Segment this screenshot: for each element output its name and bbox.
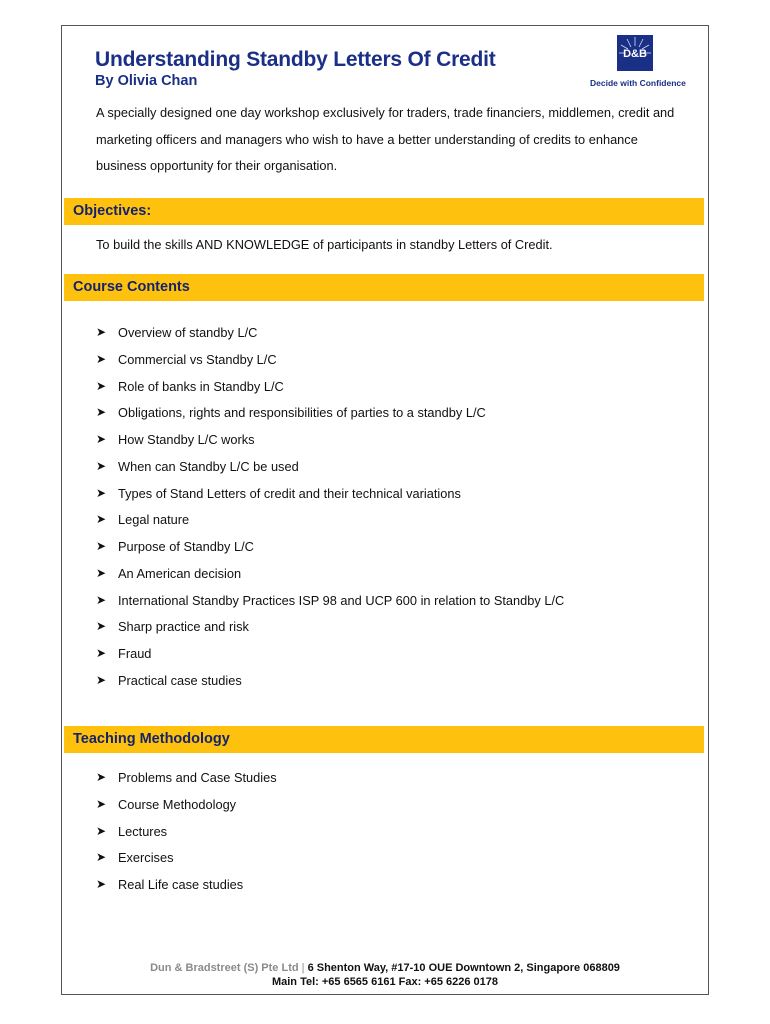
arrow-bullet-icon: ➤	[96, 770, 107, 784]
arrow-bullet-icon: ➤	[96, 325, 107, 339]
logo-mark: D&B	[623, 48, 647, 60]
arrow-bullet-icon: ➤	[96, 512, 107, 527]
arrow-bullet-icon: ➤	[96, 646, 107, 660]
footer-separator: |	[301, 962, 305, 974]
course-contents-heading: Course Contents	[73, 279, 190, 295]
footer-address: 6 Shenton Way, #17-10 OUE Downtown 2, Singapore 068809	[307, 962, 620, 974]
arrow-bullet-icon: ➤	[96, 619, 107, 634]
arrow-bullet-icon: ➤	[96, 378, 107, 393]
arrow-bullet-icon: ➤	[96, 672, 107, 687]
arrow-bullet-icon: ➤	[96, 539, 107, 553]
footer-contact: Main Tel: +65 6565 6161 Fax: +65 6226 0178	[271, 975, 499, 988]
arrow-bullet-icon: ➤	[96, 592, 107, 607]
teaching-methodology-bar	[64, 726, 704, 753]
footer-company: Dun & Bradstreet (S) Pte Ltd	[150, 962, 299, 974]
db-logo-icon	[617, 35, 653, 71]
objectives-heading: Objectives:	[73, 203, 152, 219]
page-title: Understanding Standby Letters Of Credit	[95, 48, 496, 71]
course-contents-bar	[64, 274, 704, 301]
intro-paragraph: A specially designed one day workshop exclusively for traders, trade financiers, middlemen, credit and marketing officers and managers who wish to have a better understanding of credits to enhance business opportunity for their organisation.	[96, 105, 675, 174]
arrow-bullet-icon: ➤	[96, 458, 107, 473]
arrow-bullet-icon: ➤	[96, 823, 107, 838]
db-logo	[590, 35, 686, 90]
arrow-bullet-icon: ➤	[96, 351, 107, 366]
arrow-bullet-icon: ➤	[96, 432, 107, 446]
arrow-bullet-icon: ➤	[96, 405, 107, 420]
arrow-bullet-icon: ➤	[96, 850, 107, 865]
footer-address-line	[61, 962, 709, 976]
objectives-bar	[64, 198, 704, 225]
arrow-bullet-icon: ➤	[96, 796, 107, 811]
arrow-bullet-icon: ➤	[96, 485, 107, 500]
logo-tagline: Decide with Confidence	[590, 78, 686, 88]
objectives-text: To build the skills AND KNOWLEDGE of participants in standby Letters of Credit.	[96, 237, 553, 252]
teaching-methodology-heading: Teaching Methodology	[73, 731, 230, 747]
author-line: By Olivia Chan	[95, 73, 198, 89]
arrow-bullet-icon: ➤	[96, 877, 107, 891]
arrow-bullet-icon: ➤	[96, 565, 107, 580]
footer	[61, 962, 709, 989]
